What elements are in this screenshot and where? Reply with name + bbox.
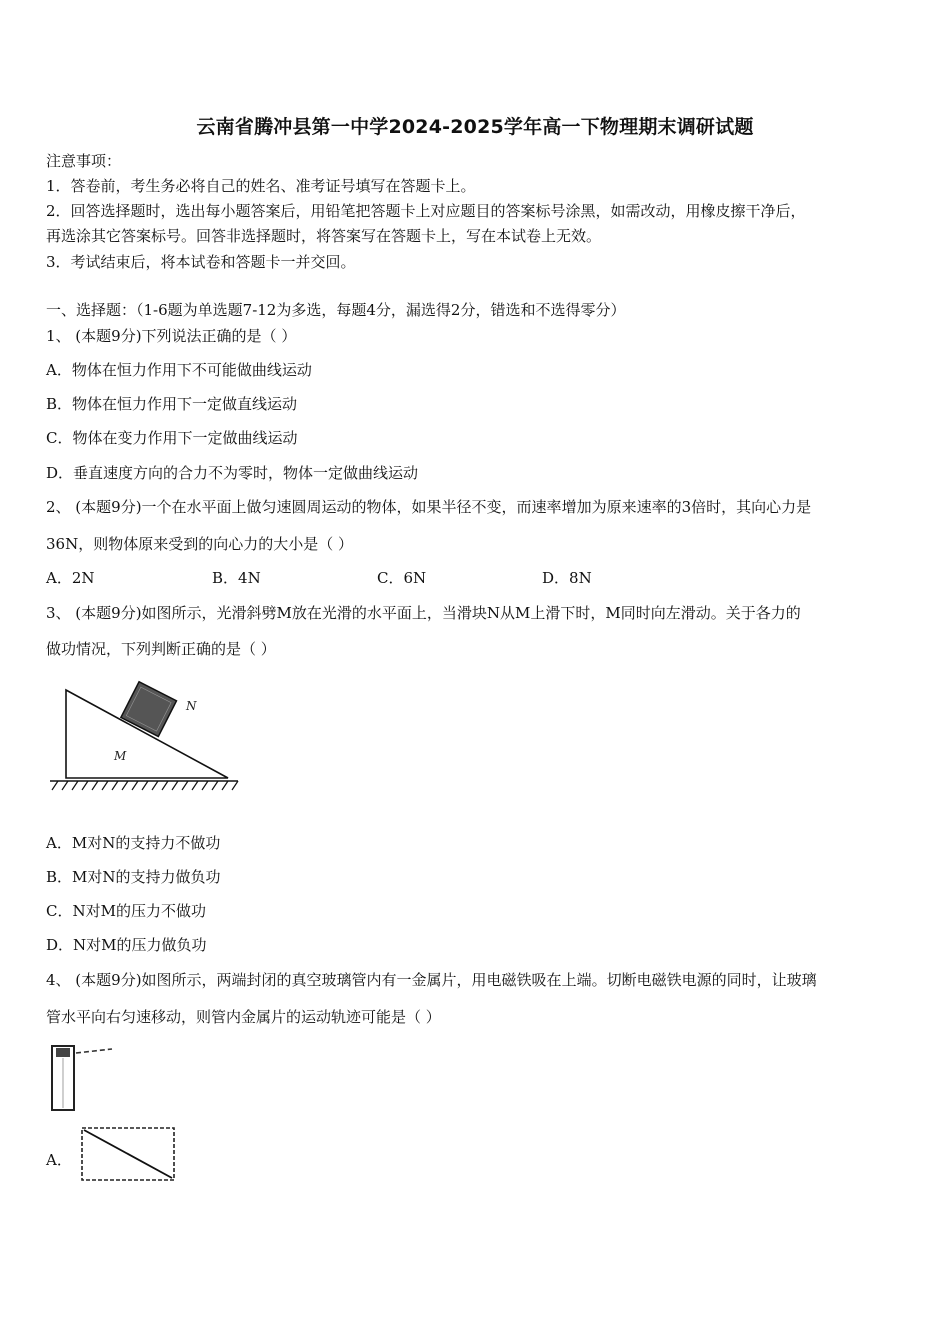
ground-hatch [52,781,238,790]
q1-option-c: C．物体在变力作用下一定做曲线运动 [46,429,298,447]
q4-stem-line2: 管水平向右匀速移动，则管内金属片的运动轨迹可能是（ ） [46,1008,441,1026]
q3-option-a: A．M对N的支持力不做功 [46,834,221,852]
notice-item-2-cont: 再选涂其它答案标号。回答非选择题时，将答案写在答题卡上，写在本试卷上无效。 [46,227,602,245]
q4-option-a-label: A． [46,1151,72,1169]
q4-tube-figure [46,1040,126,1116]
notice-heading: 注意事项： [46,152,122,170]
notice-item-1: 1．答卷前，考生务必将自己的姓名、准考证号填写在答题卡上。 [46,177,476,195]
q2-option-d: D．8N [542,569,592,587]
q2-option-c: C．6N [377,569,427,587]
motion-dash-line [76,1049,112,1053]
q1-option-b: B．物体在恒力作用下一定做直线运动 [46,395,298,413]
q3-option-d: D．N对M的压力做负功 [46,936,207,954]
q2-stem-line2: 36N，则物体原来受到的向心力的大小是（ ） [46,535,353,553]
q2-option-a: A．2N [46,569,95,587]
page-title: 云南省腾冲县第一中学2024-2025学年高一下物理期末调研试题 [196,116,754,138]
notice-item-3: 3．考试结束后，将本试卷和答题卡一并交回。 [46,253,356,271]
q3-stem-line1: 3、 (本题9分)如图所示，光滑斜劈M放在光滑的水平面上，当滑块N从M上滑下时，M同时向左滑动。关于各力的 [46,604,801,622]
q3-option-c: C．N对M的压力不做功 [46,902,206,920]
q1-option-d: D．垂直速度方向的合力不为零时，物体一定做曲线运动 [46,464,419,482]
q1-option-a: A．物体在恒力作用下不可能做曲线运动 [46,361,312,379]
q4-option-a-figure [76,1122,180,1184]
q2-option-b: B．4N [212,569,261,587]
q3-option-b: B．M对N的支持力做负功 [46,868,221,886]
block-N-label: N [186,699,197,713]
metal-piece-shape [56,1048,70,1057]
block-N-shape [121,682,177,737]
q1-stem: 1、 (本题9分)下列说法正确的是（ ） [46,327,297,345]
q3-stem-line2: 做功情况，下列判断正确的是（ ） [46,640,276,658]
wedge-M-label: M [114,749,127,763]
section-heading: 一、选择题：（1-6题为单选题7-12为多选，每题4分，漏选得2分，错选和不选得零分） [46,301,626,319]
q3-wedge-figure [46,680,246,800]
notice-item-2: 2．回答选择题时，选出每小题答案后，用铅笔把答题卡上对应题目的答案标号涂黑，如需改动，用橡皮擦干净后， [46,202,806,220]
trajectory-line [84,1130,172,1178]
q2-stem-line1: 2、 (本题9分)一个在水平面上做匀速圆周运动的物体，如果半径不变，而速率增加为原来速率的3倍时，其向心力是 [46,498,812,516]
q4-stem-line1: 4、 (本题9分)如图所示，两端封闭的真空玻璃管内有一金属片，用电磁铁吸在上端。切断电磁铁电源的同时，让玻璃 [46,971,817,989]
